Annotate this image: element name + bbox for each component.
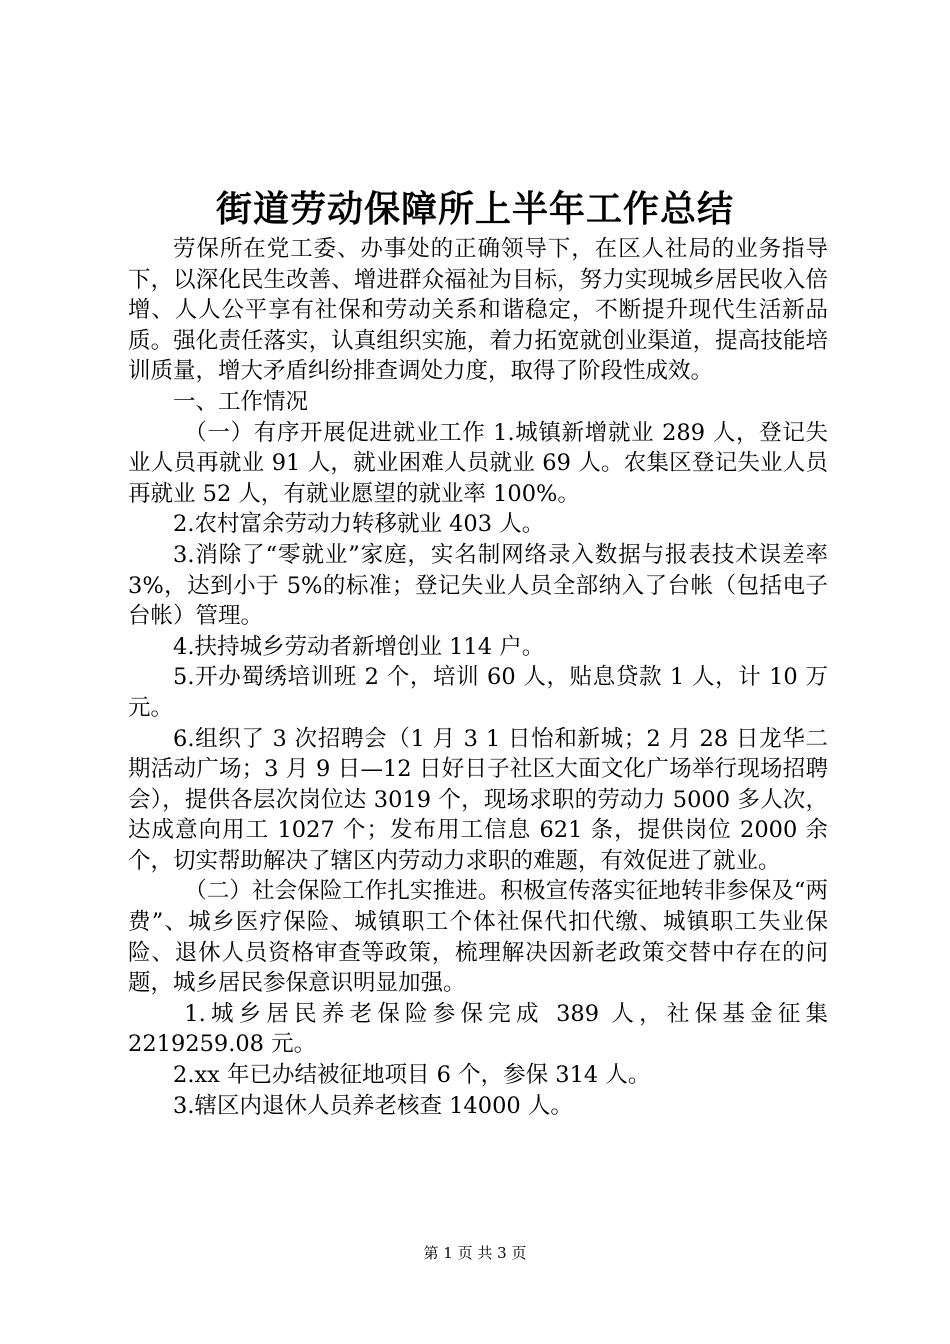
item-paragraph-3: 3.消除了“零就业”家庭，实名制网络录入数据与报表技术误差率 3%，达到小于 5%的标准；登记失业人员全部纳入了台帐（包括电子台帐）管理。 bbox=[128, 541, 828, 630]
item-paragraph-5: 5.开办蜀绣培训班 2 个，培训 60 人，贴息贷款 1 人，计 10 万元。 bbox=[128, 664, 828, 721]
intro-paragraph: 劳保所在党工委、办事处的正确领导下，在区人社局的业务指导下，以深化民生改善、增进群众福祉为目标，努力实现城乡居民收入倍增、人人公平享有社保和劳动关系和谐稳定，不断提升现代生活新品质。强化责任落实，认真组织实施，着力拓宽就创业渠道，提高技能培训质量，增大矛盾纠纷排查调处力度，取得了阶段性成效。 bbox=[128, 236, 828, 385]
section-heading-work-status: 一、工作情况 bbox=[173, 388, 309, 415]
item-paragraph-4: 4.扶持城乡劳动者新增创业 114 户。 bbox=[173, 633, 545, 660]
insurance-item-paragraph-2: 2.xx 年已办结被征地项目 6 个，参保 314 人。 bbox=[173, 1062, 651, 1089]
subsection-employment-paragraph: （一）有序开展促进就业工作 1.城镇新增就业 289 人，登记失业人员再就业 91 人，就业困难人员就业 69 人。农集区登记失业人员再就业 52 人，有就业愿望的就业率 100%。 bbox=[128, 419, 828, 507]
page-footer: 第 1 页 共 3 页 bbox=[423, 1244, 527, 1262]
subsection-social-insurance-paragraph: （二）社会保险工作扎实推进。积极宣传落实征地转非参保及“两费”、城乡医疗保险、城镇职工个体社保代扣代缴、城镇职工失业保险、退休人员资格审查等政策，梳理解决因新老政策交替中存在的问题，城乡居民参保意识明显加强。 bbox=[128, 878, 828, 997]
page-title: 街道劳动保障所上半年工作总结 bbox=[215, 188, 734, 230]
insurance-item-paragraph-3: 3.辖区内退休人员养老核查 14000 人。 bbox=[173, 1092, 573, 1119]
document-body bbox=[128, 234, 828, 1121]
insurance-item-paragraph-1: 1.城乡居民养老保险参保完成 389 人，社保基金征集2219259.08 元。 bbox=[128, 1000, 828, 1058]
item-paragraph-2: 2.农村富余劳动力转移就业 403 人。 bbox=[173, 511, 545, 538]
item-paragraph-6: 6.组织了 3 次招聘会（1 月 3 1 日怡和新城；2 月 28 日龙华二期活动广场；3 月 9 日—12 日好日子社区大面文化广场举行现场招聘会），提供各层次岗位达 3019 个，现场求职的劳动力 5000 多人次，达成意向用工 1027 个；发布用工信息 621 条，提供岗位 2000 余个，切实帮助解决了辖区内劳动力求职的难题，有效促进了就业。 bbox=[128, 725, 828, 874]
